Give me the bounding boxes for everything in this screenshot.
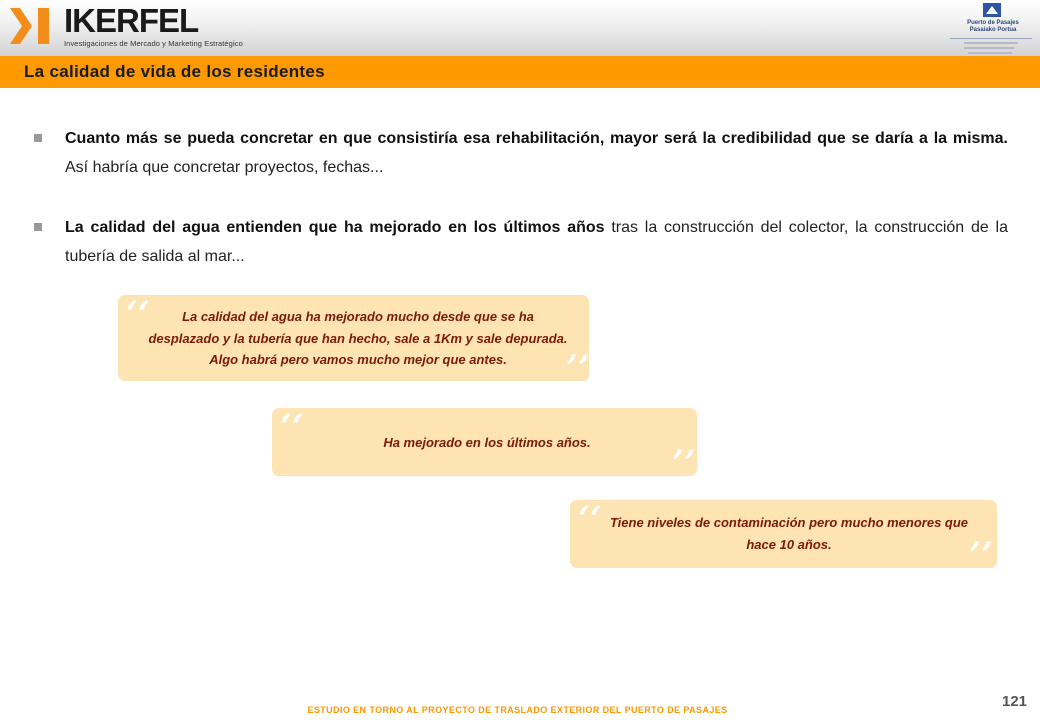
- bullet-square: [34, 223, 42, 231]
- slide-title: La calidad de vida de los residentes: [24, 62, 325, 81]
- bullet-square: [34, 134, 42, 142]
- open-quote-icon: ‘‘: [126, 294, 150, 334]
- bullet-paragraph: [65, 213, 1008, 271]
- puerto-de-pasajes-logo-icon: [982, 2, 1002, 18]
- bullet-normal-text: tras la construcción del colector, la construcción de la tubería de salida al mar...: [65, 219, 1008, 265]
- port-logo-divider: [950, 38, 1032, 39]
- quote-box: [118, 294, 590, 388]
- close-quote-icon: ’’: [969, 535, 993, 575]
- port-logo: [946, 2, 1036, 56]
- open-quote-icon: ‘‘: [280, 407, 304, 447]
- title-bar: [0, 56, 1040, 88]
- brand-name: IKERFEL: [64, 2, 199, 39]
- footer-study-title: ESTUDIO EN TORNO AL PROYECTO DE TRASLADO EXTERIOR DEL PUERTO DE PASAJES: [307, 705, 728, 715]
- bullet-normal-text: Así habría que concretar proyectos, fechas...: [65, 159, 384, 176]
- close-quote-icon: ’’: [672, 443, 696, 483]
- port-logo-fineprint: [968, 52, 1012, 54]
- port-logo-fineprint: [964, 42, 1018, 44]
- ikerfel-arrow-logo-icon: [8, 6, 52, 46]
- quote-text: Ha mejorado en los últimos años.: [383, 435, 591, 450]
- header-bar: [0, 0, 1040, 56]
- quote-text: Tiene niveles de contaminación pero mucho menores que hace 10 años.: [609, 515, 969, 552]
- page-number: 121: [1002, 693, 1028, 710]
- port-logo-fineprint: [964, 47, 1014, 49]
- quote-text: La calidad del agua ha mejorado mucho desde que se ha desplazado y la tubería que han hecho, sale a 1Km y sale depurada. Algo habrá pero vamos mucho mejor que antes.: [148, 309, 568, 367]
- open-quote-icon: ‘‘: [578, 499, 602, 539]
- port-name-line2: Pasaiako Portua: [969, 27, 1017, 33]
- brand-tagline: Investigaciones de Mercado y Marketing Estratégico: [64, 39, 243, 48]
- bullet-paragraph: [65, 124, 1008, 182]
- close-quote-icon: ’’: [566, 348, 590, 388]
- port-name-line1: Puerto de Pasajes: [967, 20, 1019, 26]
- bullet-bold-text: La calidad del agua entienden que ha mejorado en los últimos años: [65, 219, 605, 236]
- bullet-bold-text: Cuanto más se pueda concretar en que consistiría esa rehabilitación, mayor será la credibilidad que se daría a la misma.: [65, 130, 1008, 147]
- quote-box: [570, 499, 997, 575]
- port-name: [960, 20, 1026, 34]
- quote-box: [272, 407, 697, 483]
